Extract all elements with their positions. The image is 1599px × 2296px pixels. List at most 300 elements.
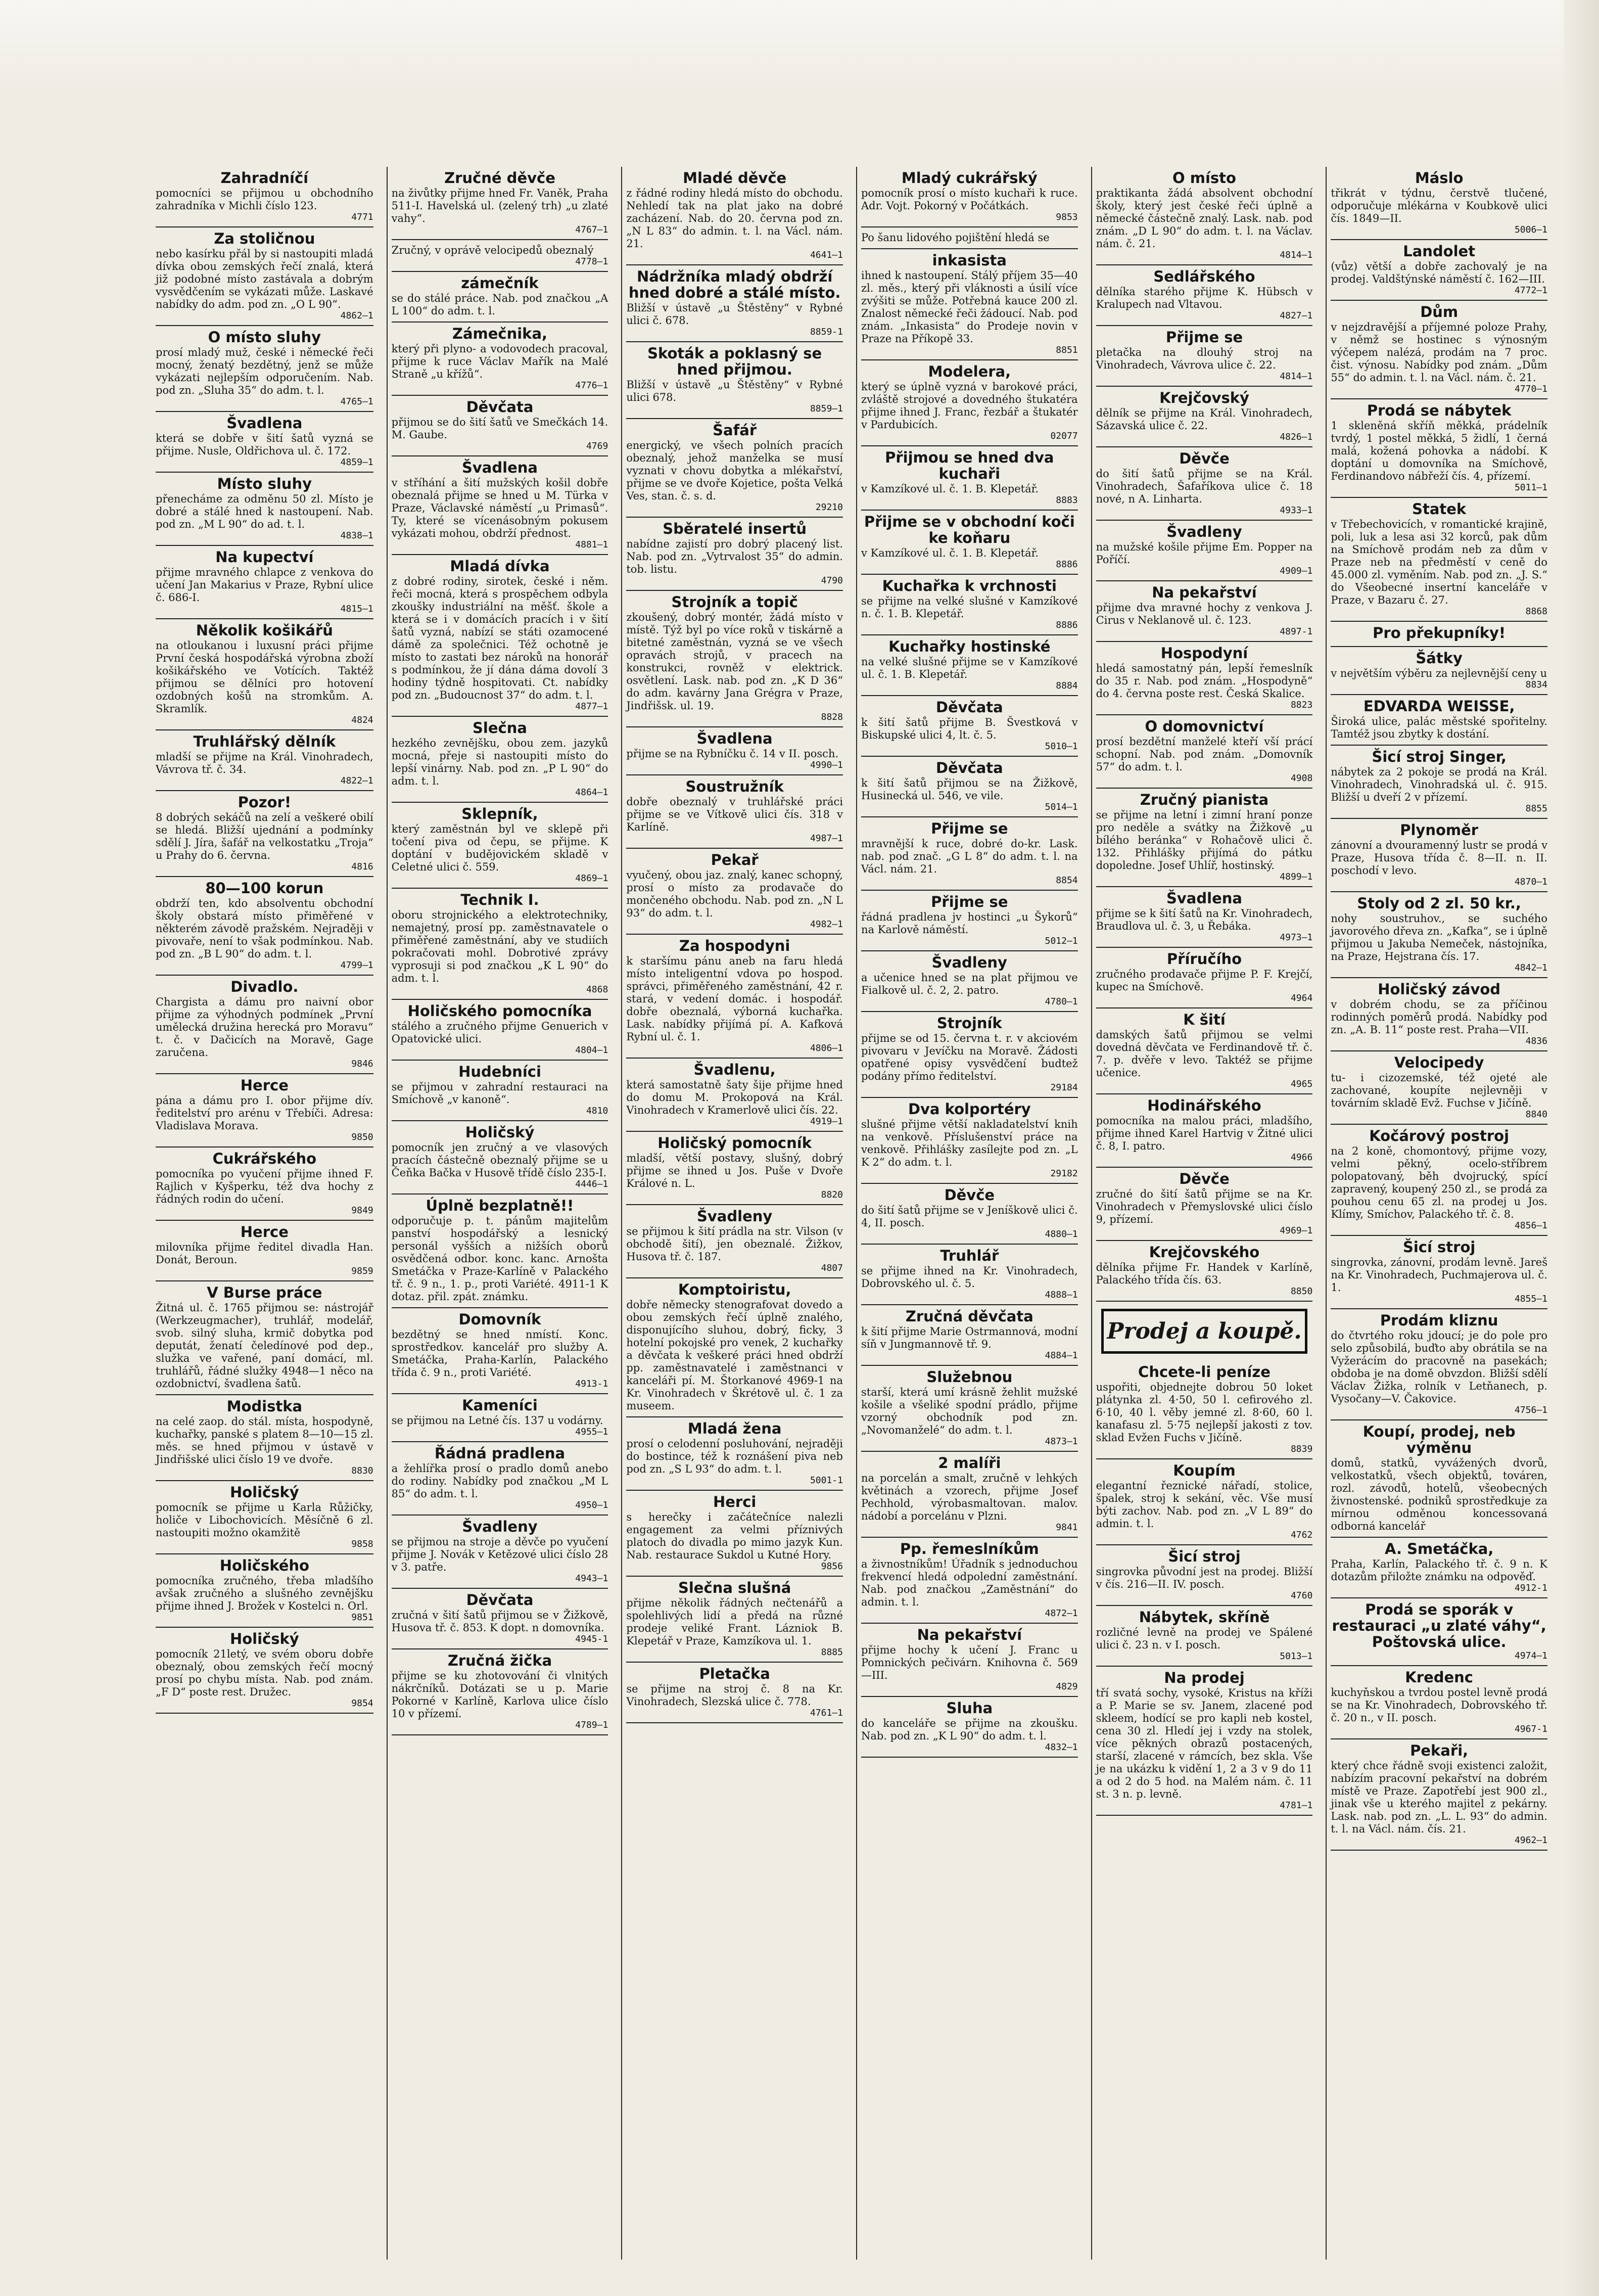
ad-heading: Modelera, <box>928 363 1011 380</box>
classified-ad <box>626 1417 843 1491</box>
ad-text: přijme hochy k učení J. Franc u Pomnických pečivárn. Knihovna č. 569—III. <box>861 1644 1078 1681</box>
ad-reference-number: 8823 <box>1290 700 1313 710</box>
ad-reference-number: 9853 <box>1056 212 1078 222</box>
ad-text: přijme se ku zhotovování či vlnitých nákrčníků. Dotázati se u p. Marie Pokorné v Karlíně, Karlova ulice číslo 10 v přízemí. <box>391 1670 608 1720</box>
ad-reference-number: 4880—1 <box>1045 1229 1078 1239</box>
ad-heading: Truhlář <box>940 1247 999 1264</box>
ad-reference-number: 4446—1 <box>575 1179 608 1189</box>
ad-text: se do stálé práce. Nab. pod značkou „A L 100“ do adm. t. l. <box>391 292 608 317</box>
classified-ad <box>1331 1420 1547 1538</box>
classified-ad <box>626 1278 843 1417</box>
classified-ad <box>392 1442 608 1516</box>
ad-heading: Herce <box>240 1077 289 1094</box>
ad-heading: Sklepník, <box>461 805 538 822</box>
classified-ad <box>861 227 1078 249</box>
ad-reference-number: 5012—1 <box>1045 936 1078 946</box>
ad-text: tří svatá sochy, vysoké, Kristus na kříži a P. Marie se sv. Janem, zlacené pod skleem, hodící se pro kapli neb kostel, cena 30 zl. Hledí jej i vzdy na stolek, více pěkných obrazů postacených, starší, zlacené v rámcích, bez skla. Vše je na ukázku k vidění 1, 2 a 3 v 9 do 11 a od 2 do 5 hod. na Malém nám. č. 11 st. 3 n. p. levně. <box>1096 1687 1313 1800</box>
ad-heading: Švadleny <box>462 1518 538 1535</box>
ad-heading: Kredenc <box>1405 1669 1474 1686</box>
classified-ad <box>1331 498 1547 622</box>
classified-ad <box>392 1308 608 1394</box>
classified-ad <box>1096 265 1313 326</box>
ad-column <box>387 167 613 2260</box>
ad-heading: Hodinářského <box>1147 1097 1261 1114</box>
ad-heading: Modistka <box>226 1398 303 1415</box>
classified-ad <box>1331 1666 1547 1739</box>
ad-text: přijmou se do šití šatů ve Smečkách 14. M. Gaube. <box>391 416 608 441</box>
ad-reference-number: 9850 <box>351 1132 373 1142</box>
ad-reference-number: 4870—1 <box>1514 877 1547 887</box>
classified-ad <box>861 635 1078 696</box>
classified-ad <box>626 591 843 727</box>
ad-text: v Třebechovicích, v romantické krajině, poli, luk a lesa asi 32 korců, pak dům na Smíchově prodám neb za dům v Praze neb na předměstí v ceně do 45.000 zl. vyměním. Nab. pod zn. „J. S.“ do Všeobecné insertní kanceláře v Praze, v Bazaru č. 27. <box>1331 518 1547 606</box>
ad-text: z řádné rodiny hledá místo do obchodu. Nehledí tak na plat jako na dobré zacházení. Nab. do 20. června pod zn. „N L 83“ do admin. t. l. na Václ. nám. 21. <box>626 187 843 250</box>
ad-heading: V Burse práce <box>207 1284 322 1301</box>
ad-heading: Na prodej <box>1164 1669 1245 1686</box>
ad-heading: Kuchařky hostinské <box>888 638 1051 655</box>
ad-text: dělníka starého přijme K. Hübsch v Kralupech nad Vltavou. <box>1096 286 1313 310</box>
section-banner-label: Prodej a koupě. <box>1107 1318 1302 1344</box>
ad-text: pomocník se přijme u Karla Růžičky, holiče v Libochovicích. Měsíčně 6 zl. nastoupiti možno okamžitě <box>156 1501 373 1539</box>
classified-ad <box>392 803 608 889</box>
ad-text: a učenice hned se na plat přijmou ve Fialkově ul. č. 2, 2. patro. <box>861 972 1078 996</box>
ad-heading: Skoták a poklasný se hned přijmou. <box>647 345 822 378</box>
ad-heading: Statek <box>1412 500 1467 518</box>
classified-ad <box>1096 948 1313 1008</box>
ad-text: energický, ve všech polních pracích obeznalý, jehož manželka se musí vyznati v chovu dobytka a mlékařství, přijme se ve dvoře Kojetice, pošta Velká Ves, stan. č. s. d. <box>626 439 843 502</box>
ad-text: která samostatně šaty šije přijme hned do domu M. Prokopová na Král. Vinohradech v Kramerlově ulici čís. 22. <box>626 1079 843 1116</box>
ad-reference-number: 4868 <box>586 984 608 995</box>
ad-heading: Zručná děvčata <box>905 1308 1033 1325</box>
ad-heading: 80—100 korun <box>205 880 324 897</box>
ad-reference-number: 8834 <box>1525 679 1547 690</box>
classified-ad <box>1096 1168 1313 1241</box>
ad-reference-number: 4859—1 <box>340 457 373 468</box>
ad-heading: Pp. řemeslníkům <box>900 1540 1039 1557</box>
ad-text: s herečky i začátečníce nalezli engagement za velmi příznivých platoch do divadla po mimo jazyk Kun. Nab. restaurace Sukdol u Kutné Hory. <box>626 1511 843 1561</box>
ad-heading: Slečna <box>473 719 527 737</box>
ad-text: k šití šatů přijmou se na Žižkově, Husinecká ul. 546, ve vile. <box>861 777 1078 802</box>
ad-text: se přijme na letní i zimní hraní ponze pro neděle a svátky na Žižkově „u bílého beránka“ v Rohačově ulici č. 132. Přihlášky přijímá do pátku dopoledne. Josef Uhlíř, hostinský. <box>1096 809 1313 871</box>
ad-text: mladší se přijme na Král. Vinohradech, Vávrova tř. č. 34. <box>156 751 373 775</box>
ad-reference-number: 4760 <box>1290 1590 1313 1601</box>
classified-ad <box>861 1366 1078 1452</box>
ad-text: Bližší v ústavě „u Štěstěny“ v Rybné ulici 678. <box>626 379 843 403</box>
ad-heading: Zahradníčí <box>220 169 309 187</box>
ad-heading: Šafář <box>713 422 757 439</box>
ad-text: přijme se od 15. června t. r. v akciovém pivovaru v Jevíčku na Moravě. Žádosti opatřené opisy vysvědčení budtež podány přímo ředitelství. <box>861 1032 1078 1082</box>
ad-heading: Švadlena <box>226 415 303 432</box>
ad-text: přijme mravného chlapce z venkova do učení Jan Makarius v Praze, Rybní ulice č. 686-I. <box>156 566 373 604</box>
ad-text: bezdětný se hned nmístí. Konc. sprostředkov. kancelář pro služby A. Smetáčka, Praha-Karlín, Palackého třída č. 9 n., proti Variété. <box>391 1328 608 1379</box>
classified-ad <box>392 1589 608 1649</box>
ad-reference-number: 4881—1 <box>575 539 608 550</box>
ad-reference-number: 02077 <box>1050 431 1078 441</box>
ad-text: se přijmou k šití prádla na str. Vilson (v obchodě šití), jen obeznalé. Žižkov, Husova tř. č. 187. <box>626 1225 843 1263</box>
ad-heading: Děvče <box>944 1186 995 1204</box>
ad-heading: Děvčata <box>935 759 1003 776</box>
classified-ad <box>626 1577 843 1663</box>
section-banner <box>1101 1309 1308 1354</box>
ad-reference-number: 9854 <box>351 1698 373 1709</box>
classified-ad <box>1096 1008 1313 1094</box>
ad-heading: Holičský závod <box>1378 981 1501 998</box>
ad-heading: Švadlena <box>1166 890 1242 907</box>
ad-column <box>621 167 847 2260</box>
ad-heading: Cukrářského <box>212 1150 317 1167</box>
ad-heading: Sedlářského <box>1153 268 1255 285</box>
ad-reference-number: 4987—1 <box>810 833 843 844</box>
classified-ad <box>626 1205 843 1278</box>
ad-reference-number: 9841 <box>1056 1522 1078 1533</box>
classified-ad <box>1331 1739 1547 1851</box>
classified-ad <box>156 167 373 227</box>
classified-ad <box>1331 1538 1547 1598</box>
classified-ad <box>156 791 373 877</box>
ad-reference-number: 29184 <box>1050 1082 1078 1093</box>
classified-ad <box>1331 240 1547 301</box>
ad-heading: Pekař <box>711 851 759 868</box>
ad-text: ihned k nastoupení. Stálý příjem 35—40 zl. měs., který při vláknosti a úsilí více zvýšiti se může. Potřebná kauce 200 zl. Znalost německé řeči žádoucí. Nab. pod znám. „Inkasista“ do Prodeje novin v Praze na Příkopě 33. <box>861 269 1078 345</box>
ad-text: k šití přijme Marie Ostrmannová, modní síň v Jungmannově tř. 9. <box>861 1325 1078 1350</box>
ad-text: tu- i cizozemské, též ojeté ale zachované, koupíte nejlevněji v továrním skladě Evž. Fuchse v Jičíně. <box>1331 1072 1547 1109</box>
ad-text: na 2 koně, chomontový, přijme vozy, velmi pěkný, ocelo-stříbrem polopatovaný, běh dvojrucký, spící zapravený, koupený 250 zl., se prodá za pouhou cenu 65 zl. na prodej u Jos. Klímy, Smíchov, Palackého tř. č. 8. <box>1331 1145 1547 1220</box>
ad-reference-number: 4781—1 <box>1280 1800 1313 1811</box>
ad-text: přijme se k šití šatů na Kr. Vinohradech, Braudlova ul. č. 3, u Řebáka. <box>1096 907 1313 932</box>
ad-text: odporučuje p. t. pánům majitelům panství hospodářský a lesnický personál vyšších a nižších oborů osvědčená odbor. konc. kanc. Arnošta Smetáčka v Praze-Karlíně v Palackého tř. č. 9 n., 1. p., proti Variété. 4911-1 K dotaz. přil. zpát. známku. <box>391 1215 608 1303</box>
ad-text: zručné do šití šatů přijme se na Kr. Vinohradech v Přemyslovské ulici číslo 9, přízemí. <box>1096 1188 1313 1225</box>
ad-heading: Landolet <box>1403 243 1476 260</box>
ad-heading: Dům <box>1420 303 1459 320</box>
ad-text: prosí o celodenní posluhování, nejraději do bostince, též k roznášení piva neb pod zn. „S L 93“ do adm. t. l. <box>626 1438 843 1475</box>
classified-ad <box>392 555 608 717</box>
ad-heading: Holičského pomocníka <box>407 1002 592 1020</box>
classified-ad <box>156 1481 373 1554</box>
ad-reference-number: 5013—1 <box>1280 1651 1313 1662</box>
ad-reference-number: 4913-1 <box>575 1379 608 1389</box>
classified-ad <box>1096 1241 1313 1302</box>
ad-heading: Švadleny <box>931 954 1007 971</box>
ad-heading: Šicí stroj <box>1168 1548 1241 1565</box>
ad-reference-number: 29210 <box>815 502 843 513</box>
ad-text: (vůz) větší a dobře zachovalý je na prodej. Valdštýnské náměstí č. 162—III. <box>1331 260 1547 285</box>
ad-text: uspořiti, objednejte dobrou 50 loket plátynka zl. 4·50, 50 l. cefirového zl. 6·10, 40 l. věby jemné zl. 8·60, 60 l. kanafasu zl. 5·75 nejlepší jakosti z tov. sklad Evžen Fuchs v Jičíně. <box>1096 1381 1313 1444</box>
ad-reference-number: 5010—1 <box>1045 741 1078 752</box>
ad-reference-number: 4982—1 <box>810 919 843 930</box>
ad-heading: Koupím <box>1173 1462 1236 1479</box>
classified-ad <box>1331 167 1547 240</box>
ad-text: Chargista a dámu pro naivní obor přijme za výhodných podmínek „První umělecká družina herecká pro Moravu“ t. č. v Dačicích na Moravě, Gage zaručena. <box>156 996 373 1059</box>
ad-heading: Úplně bezplatně!! <box>426 1197 574 1214</box>
classified-ad <box>1096 1545 1313 1606</box>
ad-text: starší, která umí krásně žehlit mužské košile a všeliké spodní prádlo, přijme vzorný obchodník pod zn. „Novomanželé“ do adm. t. l. <box>861 1386 1078 1436</box>
classified-ad <box>861 575 1078 635</box>
ad-heading: Divadlo. <box>230 978 299 995</box>
classified-ad <box>626 342 843 419</box>
ad-heading: Švadlenu, <box>693 1061 776 1078</box>
ad-heading: Truhlářský dělník <box>193 733 336 750</box>
ad-reference-number: 8868 <box>1525 606 1547 617</box>
ad-reference-number: 4770—1 <box>1514 384 1547 394</box>
ad-reference-number: 4888—1 <box>1045 1290 1078 1300</box>
classified-ad <box>156 1628 373 1714</box>
ad-reference-number: 4790 <box>821 575 843 586</box>
ad-reference-number: 4816 <box>351 861 373 872</box>
ad-text: která se dobře v šití šatů vyzná se přijme. Nusle, Oldřichova ul. č. 172. <box>156 432 373 457</box>
ad-reference-number: 4955—1 <box>575 1427 608 1437</box>
ad-text: v Kamzíkové ul. č. 1. B. Klepetář. <box>861 483 1039 495</box>
ad-heading: Několik košikářů <box>196 622 333 639</box>
ad-heading: Zručná žička <box>447 1652 552 1669</box>
classified-ad <box>861 817 1078 891</box>
ad-heading: Šicí stroj <box>1402 1238 1476 1256</box>
ad-heading: Kuchařka k vrchnosti <box>882 577 1057 594</box>
ad-reference-number: 8885 <box>821 1647 843 1658</box>
ad-reference-number: 4869—1 <box>575 873 608 884</box>
ad-text: singrovka, zánovní, prodám levně. Jareš na Kr. Vinohradech, Puchmajerova ul. č. 1. <box>1331 1256 1547 1294</box>
ad-heading: Hudebníci <box>458 1063 541 1080</box>
ad-heading: Přijme se v obchodní koči ke koňaru <box>864 513 1075 546</box>
ad-text: přijme dva mravné hochy z venkova J. Cirus v Neklanově ul. č. 123. <box>1096 602 1313 626</box>
ad-text: prosí mladý muž, české i německé řeči mocný, ženatý bezdětný, jenž se může vykázati nejlepším odporučením. Nab. pod zn. „Sluha 35“ do adm. t. l. <box>156 346 373 396</box>
ad-heading: Zručný pianista <box>1140 791 1269 808</box>
ad-text: zánovní a dvouramenný lustr se prodá v Praze, Husova třída č. 8—II. n. II. poschodí v levo. <box>1331 839 1547 877</box>
ad-reference-number: 8883 <box>1056 495 1078 506</box>
classified-ad <box>1331 746 1547 819</box>
classified-ad <box>1331 892 1547 978</box>
classified-ad <box>1096 167 1313 265</box>
ad-text: dobře německy stenografovat dovedo a obou zemských řečí úplně znalého, disponujícího sluhou, dobrý, ficky, 3 hotelní pokojské pro venek, 2 kuchařky a děvčata k veškeré práci hned obdrží pp. zaměstnavatelé i zaměstnanci v kanceláři pí. M. Štorkanové 4969-1 na Kr. Vinohradech v Škrétově ul. č. 1 za museem. <box>626 1299 843 1412</box>
classified-ad <box>156 1221 373 1281</box>
ad-heading: Chcete-li peníze <box>1138 1363 1271 1381</box>
ad-heading: Šicí stroj Singer, <box>1372 748 1507 765</box>
ad-text: který se úplně vyzná v barokové práci, zvláště strojové a dovedného štukatéra přijme ihned J. Franc, řezbář a štukatér v Pardubicích. <box>861 381 1078 431</box>
ad-text: elegantní řeznické nářadí, stolice, špalek, stroj k sekání, věc. Vše musí býti zachov. Nab. pod zn. „V L 89“ do admin. t. l. <box>1096 1480 1313 1530</box>
ad-heading: Děvčata <box>466 1591 534 1609</box>
classified-ad <box>861 1098 1078 1184</box>
classified-ad <box>392 889 608 1000</box>
ad-heading: Na pekařství <box>917 1626 1022 1643</box>
classified-ad <box>1331 695 1547 746</box>
ad-heading: Mladá žena <box>687 1420 782 1437</box>
ad-reference-number: 4762 <box>1290 1530 1313 1540</box>
classified-ad <box>392 456 608 555</box>
classified-ad <box>861 891 1078 951</box>
ad-text: třikrát v týdnu, čerstvě tlučené, odporučuje mlékárna v Koubkově ulici čís. 1849—II. <box>1331 187 1547 224</box>
classified-ad <box>156 976 373 1074</box>
ad-text: nábytek za 2 pokoje se prodá na Král. Vinohradech, Vinohradská ul. č. 915. Bližší u dveří 2 v přízemí. <box>1331 766 1547 803</box>
ad-reference-number: 4873—1 <box>1045 1436 1078 1447</box>
ad-heading: Máslo <box>1415 169 1464 187</box>
ad-text: v dobrém chodu, se za příčinou rodinných poměrů prodá. Nabídky pod zn. „A. B. 11“ poste rest. Praha—VII. <box>1331 998 1547 1036</box>
ad-text: a živnostníkům! Úřadník s jednoduchou frekvencí hledá odpolední zaměstnání. Nab. pod značkou „Zaměstnání“ do admin. t. l. <box>861 1558 1078 1608</box>
classified-ad <box>392 1000 608 1061</box>
ad-reference-number: 5011—1 <box>1514 482 1547 493</box>
ad-heading: Řádná pradlena <box>434 1445 566 1462</box>
ad-heading: EDVARDA WEISSE, <box>1363 698 1515 715</box>
ad-reference-number: 4772—1 <box>1514 285 1547 296</box>
classified-ad <box>156 1074 373 1147</box>
classified-ad <box>1096 1606 1313 1667</box>
ad-reference-number: 4912-1 <box>1514 1583 1547 1593</box>
ad-reference-number: 9849 <box>351 1205 373 1216</box>
ad-reference-number: 4962—1 <box>1514 1835 1547 1846</box>
ad-reference-number: 8886 <box>1056 620 1078 630</box>
classified-ad <box>626 727 843 775</box>
classified-ad <box>392 1394 608 1442</box>
classified-ad <box>861 167 1078 227</box>
ad-text: který při plyno- a vodovodech pracoval, přijme k ruce Václav Mařík na Malé Straně „u křížů“. <box>391 343 608 380</box>
ad-reference-number: 29182 <box>1050 1168 1078 1179</box>
ad-reference-number: 8820 <box>821 1189 843 1200</box>
ad-reference-number: 4827—1 <box>1280 310 1313 321</box>
ad-heading: Strojník <box>936 1015 1002 1032</box>
ad-text: v stříhání a šití mužských košil dobře obeznalá přijme se hned u M. Türka v Praze, Václavské náměstí „u Primasů“. Ty, které se vícenásobným pokusem vykázati mohou, obdrží přednost. <box>391 477 608 539</box>
classified-ad <box>861 696 1078 757</box>
ad-text: na velké slušné přijme se v Kamzíkové ul. č. 1. B. Klepetář. <box>861 656 1078 680</box>
ad-text: se přijmou na Letné čís. 137 u vodárny. <box>391 1414 603 1427</box>
ad-reference-number: 4806—1 <box>810 1043 843 1053</box>
ad-heading: O místo <box>1172 169 1236 187</box>
ad-heading: Za stoličnou <box>214 230 315 247</box>
ad-text: dělníka přijme Fr. Handek v Karlíně, Palackého třída čís. 63. <box>1096 1261 1313 1286</box>
ad-text: se přijmou v zahradní restauraci na Smíchově „v kanoně“. <box>391 1081 608 1106</box>
ad-heading: Herce <box>240 1223 289 1241</box>
classified-ad <box>156 546 373 619</box>
ad-text: pomocník 21letý, ve svém oboru dobře obeznalý, obou zemských řečí mocný prosí po chybu místa. Nab. pod znám. „F D“ poste rest. Družec. <box>156 1648 373 1698</box>
classified-ad <box>392 1649 608 1735</box>
ad-heading: Holičský <box>229 1484 299 1501</box>
ad-heading: K šití <box>1183 1011 1226 1028</box>
ad-text: 8 dobrých sekáčů na zelí a veškeré obilí se hledá. Bližší ujednání a podmínky sdělí J. Jíra, šafář na velkostatku „Troja“ u Prahy do 6. června. <box>156 811 373 861</box>
ad-reference-number: 4897-1 <box>1280 626 1313 637</box>
ad-text: se přijme ihned na Kr. Vinohradech, Dobrovského ul. č. 5. <box>861 1265 1078 1290</box>
ad-heading: Sluha <box>946 1700 993 1717</box>
ad-text: z dobré rodiny, sirotek, české i něm. řeči mocná, která s prospěchem odbyla zkoušky industriální na měšť. škole a která se i v domácích pracích i v šití šatů vyzná, nabízí se státi ozamocené dámě za společnici. Též ochotně je místo to zastati bez nároků na honorář s podmínkou, že jí dána dáma dovolí 3 hodiny týdně hospitovati. Ct. nabídky pod zn. „Budoucnost 37“ do adm. t. l. <box>391 575 608 701</box>
classified-ad <box>1331 819 1547 892</box>
ad-reference-number: 4761—1 <box>810 1708 843 1718</box>
classified-ad <box>156 1281 373 1395</box>
ad-text: a žehlířka prosí o pradlo domů anebo do rodiny. Nabídky pod značkou „M L 85“ do adm. t. l. <box>391 1462 608 1500</box>
ad-text: v nejzdravější a příjemné poloze Prahy, v němž se hostinec s výnosným výčepem nalézá, prodám na 7 proc. čist. výnosu. Nabídky pod znám. „Dům 55“ do admin. t. l. na Václ. nám. č. 21. <box>1331 321 1547 384</box>
ad-reference-number: 4822—1 <box>340 775 373 786</box>
ad-heading: Komptoiristu, <box>678 1281 791 1298</box>
classified-ad <box>1331 622 1547 647</box>
ad-text: který zaměstnán byl ve sklepě při točení piva od čepu, se přijme. K doptání v budějovickém skladě v Celetné ulici č. 559. <box>391 823 608 873</box>
ad-heading: Sběratelé insertů <box>663 520 807 537</box>
ad-reference-number: 4765—1 <box>340 396 373 407</box>
classified-ad <box>1331 647 1547 695</box>
ad-text: na živůtky přijme hned Fr. Vaněk, Praha 511-I. Havelská ul. (zelený trh) „u zlaté vahy“. <box>391 187 608 224</box>
ad-heading: Stoly od 2 zl. 50 kr., <box>1357 895 1521 912</box>
ad-heading: O domovnictví <box>1145 718 1264 735</box>
ad-text: slušné přijme větší nakladatelství knih na venkově. Příslušenství práce na venkově. Přihlášky zasílejte pod zn. „L K 2“ do adm. t. l. <box>861 1118 1078 1168</box>
classified-ad <box>156 1554 373 1628</box>
ad-reference-number: 4814—1 <box>1280 371 1313 382</box>
ad-column <box>1326 167 1551 2260</box>
ad-reference-number: 9851 <box>351 1612 373 1623</box>
ad-reference-number: 9859 <box>351 1266 373 1276</box>
ad-reference-number: 4789—1 <box>575 1720 608 1730</box>
ad-reference-number: 4771 <box>351 212 373 222</box>
ad-heading: Na kupectví <box>215 548 314 566</box>
ad-heading: inkasista <box>932 252 1007 269</box>
ad-text: Široká ulice, palác městské spořitelny. Tamtéž jsou zbytky k dostání. <box>1331 715 1547 740</box>
classified-ad <box>861 1245 1078 1305</box>
ad-text: domů, statků, vyvážených dvorů, velkostatků, všech objektů, továren, rozl. závodů, hotelů, všeobecných živnostenské. podniků sprostředkuje za mírnou odměnou koncessovaná odborná kancelář <box>1331 1457 1547 1532</box>
ad-reference-number: 4966 <box>1290 1152 1313 1163</box>
ad-text: do čtvrtého roku jdoucí; je do pole pro selo způsobilá, buďto aby obrátila se na Vyžerácím do pracovně na pasekách; obdoba je na domě obvzdon. Bližší sdělí Václav Žižka, rolník v Letňanech, p. Vysočany—V. Čakovice. <box>1331 1329 1547 1405</box>
ad-reference-number: 4967-1 <box>1514 1724 1547 1734</box>
classified-ad <box>861 1012 1078 1098</box>
ad-heading: Služebnou <box>926 1368 1013 1386</box>
ad-reference-number: 4909—1 <box>1280 566 1313 576</box>
ad-reference-number: 8839 <box>1290 1444 1313 1454</box>
ad-reference-number: 4641—1 <box>810 250 843 260</box>
ad-text: do šití šatů přijme se na Král. Vinohradech, Šafaříkova ulice č. 18 nové, n A. Linharta. <box>1096 468 1313 505</box>
ad-heading: 2 malíři <box>938 1454 1001 1472</box>
ad-heading: zámečník <box>461 274 539 292</box>
classified-ad <box>392 396 608 456</box>
ad-heading: Pozor! <box>238 794 292 811</box>
ad-text: Praha, Karlín, Palackého tř. č. 9 n. K dotazům přiložte známku na odpověď. <box>1331 1558 1547 1583</box>
classified-ad <box>861 1305 1078 1366</box>
ad-heading: Švadleny <box>697 1208 773 1225</box>
ad-reference-number: 4933—1 <box>1280 505 1313 516</box>
ad-text: v Kamzíkové ul. č. 1. B. Klepetář. <box>861 547 1039 559</box>
ad-heading: Přijmou se hned dva kuchaři <box>885 449 1054 482</box>
ad-heading: Místo sluhy <box>217 475 312 492</box>
ad-text: singrovka původní jest na prodej. Bližší v čís. 216—II. IV. posch. <box>1096 1566 1313 1590</box>
ad-text: dělník se přijme na Král. Vinohradech, Sázavská ulice č. 22. <box>1096 407 1313 432</box>
classified-ad <box>626 775 843 849</box>
classified-ad <box>861 446 1078 511</box>
classified-ad <box>156 473 373 546</box>
classified-ad <box>1096 581 1313 642</box>
ad-heading: A. Smetáčka, <box>1384 1540 1494 1557</box>
classified-ad <box>392 1195 608 1308</box>
ad-reference-number: 4855—1 <box>1514 1294 1547 1304</box>
ad-text: rozličné levně na prodej ve Spálené ulici č. 23 n. v I. posch. <box>1096 1626 1313 1651</box>
ad-reference-number: 4832—1 <box>1045 1742 1078 1753</box>
ad-text: Žitná ul. č. 1765 přijmou se: nástrojář (Werkzeugmacher), truhlář, modelář, svob. silný sluha, krmič dobytka pod deputát, ženatí čeledínové pod dep., služka ve vařené, paní domácí, ml. truhlářů, řádné služky 4948—1 něco na ozdobnictví, švadlena šatů. <box>156 1302 373 1390</box>
ad-reference-number: 4767—1 <box>575 224 608 235</box>
classified-ad <box>626 1059 843 1132</box>
classified-ad <box>626 849 843 935</box>
ad-reference-number: 4780—1 <box>1045 996 1078 1007</box>
ad-reference-number: 4769 <box>586 441 608 451</box>
ad-heading: Dva kolportéry <box>908 1100 1031 1118</box>
ad-heading: Mladá dívka <box>450 558 550 575</box>
ad-text: pomocníka zručného, třeba mladšího avšak zručného a slušného zevnějšku přijme ihned J. Brožek v Kostelci n. Orl. <box>156 1575 373 1612</box>
ad-text: mravnější k ruce, dobré do-kr. Lask. nab. pod znač. „G L 8“ do adm. t. l. na Václ. nám. 21. <box>861 838 1078 875</box>
ad-reference-number: 8886 <box>1056 559 1078 570</box>
classified-ad <box>1096 521 1313 581</box>
ad-reference-number: 8855 <box>1525 803 1547 814</box>
ad-text: do kanceláře se přijme na zkoušku. Nab. pod zn. „K L 90“ do adm. t. l. <box>861 1717 1078 1742</box>
ad-heading: Nádržníka mladý obdrží hned dobré a stálé místo. <box>628 268 841 301</box>
ad-text: stálého a zručného přijme Genuerich v Opatovické ulici. <box>391 1020 608 1045</box>
ad-text: k šití šatů přijme B. Švestková v Biskupské ulici 4, lt. č. 5. <box>861 716 1078 741</box>
classified-ad <box>1096 642 1313 715</box>
ad-heading: Velocipedy <box>1394 1054 1484 1071</box>
classified-ad <box>156 730 373 791</box>
ad-heading: Šátky <box>1416 650 1463 667</box>
ad-text: pomocníka na malou práci, mladšího, přijme ihned Karel Hartvig v Žitné ulici č. 8, I. patro. <box>1096 1115 1313 1152</box>
ad-heading: Domovník <box>458 1311 541 1328</box>
ad-reference-number: 9858 <box>351 1539 373 1549</box>
ad-heading: Pekaři, <box>1410 1742 1469 1759</box>
